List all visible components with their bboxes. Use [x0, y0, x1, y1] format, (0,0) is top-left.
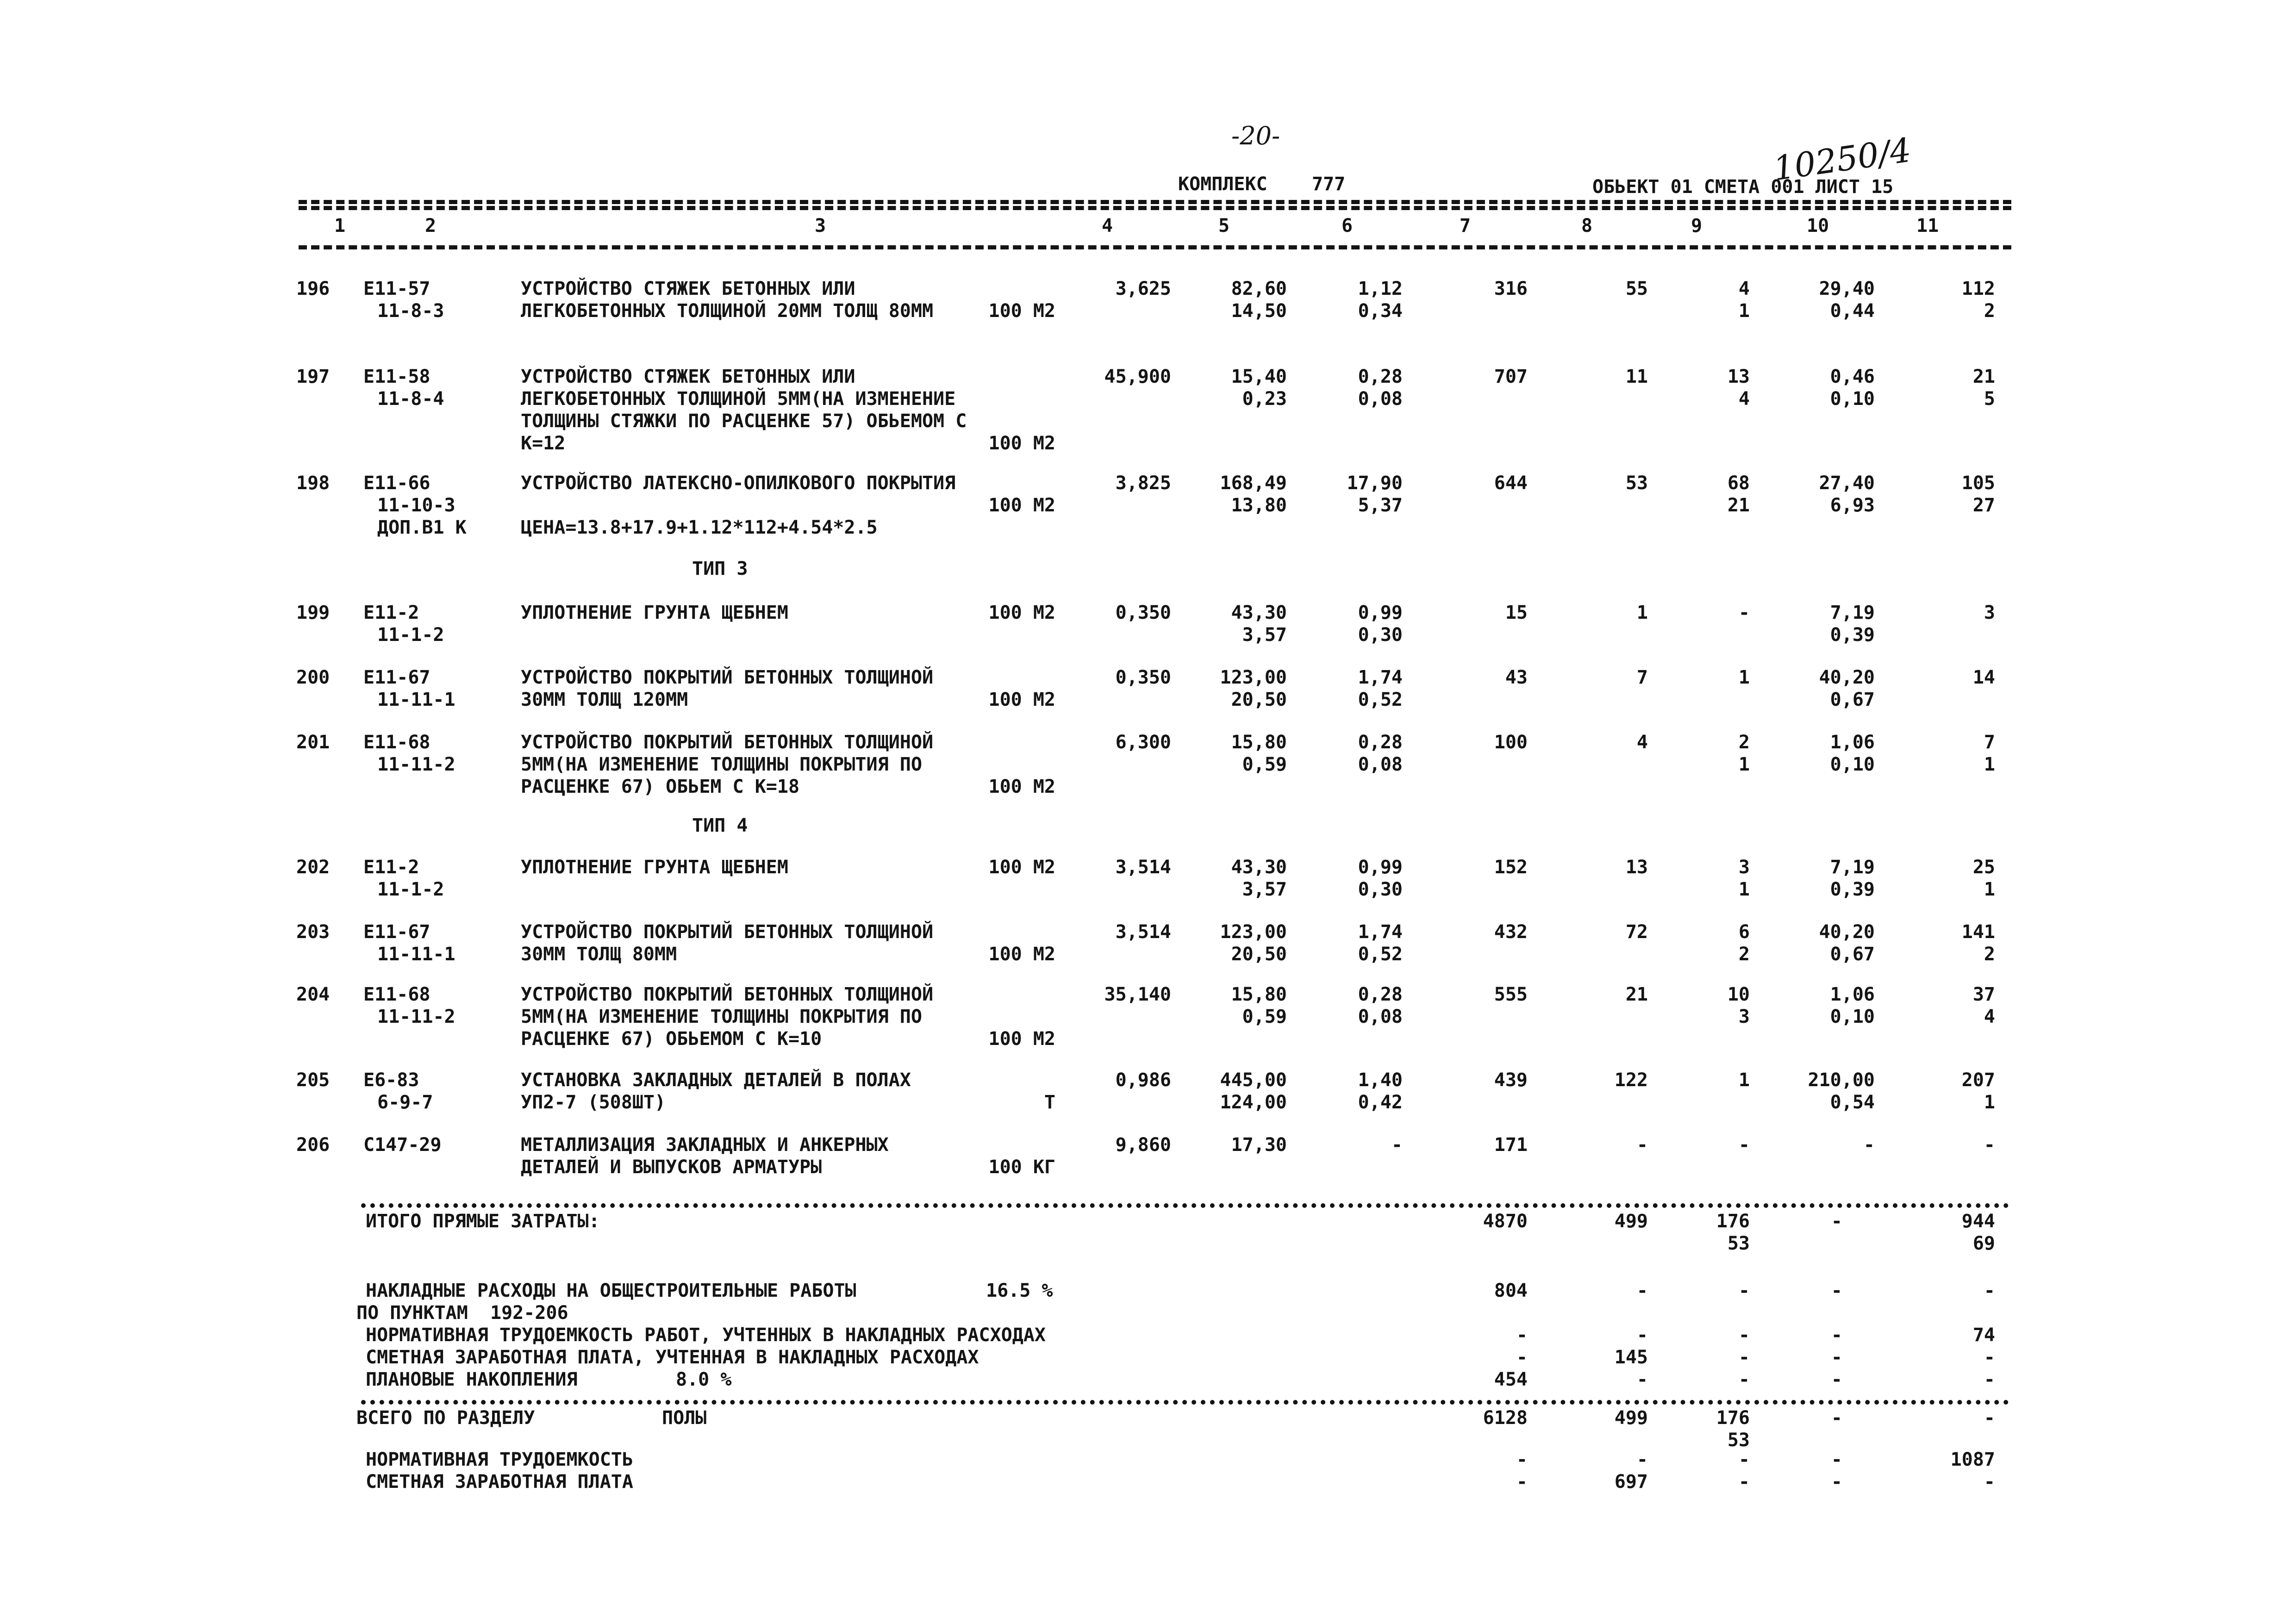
section-total-name: ПОЛЫ: [662, 1407, 707, 1429]
unit-measure: 100 М2: [988, 689, 1055, 710]
labor-total: 105: [1961, 473, 1995, 494]
machine-price: 0,08: [1358, 388, 1403, 410]
unit-price: 123,00: [1220, 921, 1287, 943]
work-description: УСТРОЙСТВО ПОКРЫТИЙ БЕТОННЫХ ТОЛЩИНОЙ: [521, 667, 934, 688]
total-cost: 100: [1494, 732, 1528, 753]
machine-cost: 1: [1738, 1070, 1750, 1091]
price-code: Е11-2: [363, 857, 419, 878]
quantity: 9,860: [1115, 1134, 1171, 1156]
price-code: Е11-68: [363, 732, 430, 753]
total-cost: 439: [1494, 1070, 1528, 1091]
handwritten-reference: 10250/4: [1771, 130, 1914, 188]
labor-unit: 0,10: [1830, 388, 1875, 410]
work-description: РАСЦЕНКЕ 67) ОБЬЕМ С К=18: [521, 776, 800, 797]
summary-rule-mid: [361, 1400, 2009, 1405]
labor-c9: -: [1738, 1325, 1750, 1346]
labor-unit: 0,44: [1830, 300, 1875, 322]
labor-c11: 74: [1972, 1325, 1995, 1346]
work-description: РАСЦЕНКЕ 67) ОБЬЕМОМ С К=10: [521, 1028, 822, 1050]
section-total-label: ВСЕГО ПО РАЗДЕЛУ: [356, 1407, 535, 1429]
machine-price: 1,40: [1358, 1070, 1403, 1091]
labor-unit: 27,40: [1819, 473, 1875, 494]
unit-price: 14,50: [1231, 300, 1287, 322]
labor-unit: 40,20: [1819, 921, 1875, 943]
sub-code: 11-8-3: [377, 300, 444, 322]
direct-c10: -: [1831, 1211, 1842, 1232]
unit-measure: 100 М2: [988, 495, 1055, 516]
machine-cost: 1: [1738, 667, 1750, 688]
machine-cost: -: [1738, 602, 1750, 623]
price-code: Е11-68: [363, 984, 430, 1005]
work-description: УСТРОЙСТВО СТЯЖЕК БЕТОННЫХ ИЛИ: [521, 366, 855, 387]
price-code: Е11-57: [363, 278, 430, 299]
header-rule-top: [299, 200, 2011, 204]
machine-cost: 4: [1738, 278, 1750, 299]
wage-cost: 53: [1625, 473, 1648, 494]
machine-price: 0,28: [1358, 732, 1403, 753]
labor-c8: -: [1636, 1325, 1648, 1346]
sub-code: 11-11-1: [377, 944, 455, 965]
plan-percent: 8.0 %: [676, 1369, 732, 1390]
labor-total: 112: [1961, 278, 1995, 299]
labor-unit: -: [1863, 1134, 1875, 1156]
labor-unit: 0,39: [1830, 624, 1875, 646]
labor-unit: 0,10: [1830, 1006, 1875, 1027]
sub-code: 6-9-7: [377, 1092, 433, 1113]
labor-total: 14: [1972, 667, 1995, 688]
machine-price: 0,30: [1358, 624, 1403, 646]
wage2-c11: -: [1984, 1471, 1995, 1492]
labor-total: 7: [1984, 732, 1995, 753]
quantity: 0,350: [1115, 667, 1171, 688]
sub-code: 11-1-2: [377, 624, 444, 646]
column-number: 11: [1916, 215, 1939, 236]
wage-cost: 1: [1636, 602, 1648, 623]
machine-cost: 1: [1738, 300, 1750, 322]
row-number: 205: [296, 1070, 330, 1091]
wage2-c10: -: [1831, 1471, 1842, 1492]
summary-rule-top: [361, 1203, 2009, 1208]
quantity: 45,900: [1104, 366, 1171, 387]
labor-unit: 0,54: [1830, 1092, 1875, 1113]
header-rule-bottom: [299, 245, 2011, 249]
overhead-c11: -: [1984, 1280, 1995, 1301]
work-description: УСТАНОВКА ЗАКЛАДНЫХ ДЕТАЛЕЙ В ПОЛАХ: [521, 1070, 911, 1091]
type-heading: ТИП 4: [692, 815, 748, 836]
overhead-c8: -: [1636, 1280, 1648, 1301]
direct-c9: 53: [1727, 1233, 1750, 1254]
work-description: К=12: [521, 433, 566, 454]
unit-measure: Т: [1044, 1092, 1055, 1113]
column-number: 1: [334, 215, 346, 236]
price-code: Е11-58: [363, 366, 430, 387]
direct-c9: 176: [1716, 1211, 1750, 1232]
direct-costs-label: ИТОГО ПРЯМЫЕ ЗАТРАТЫ:: [366, 1211, 600, 1232]
unit-price: 3,57: [1242, 624, 1287, 646]
labor-total: 3: [1984, 602, 1995, 623]
direct-c7: 4870: [1483, 1211, 1528, 1232]
machine-price: 0,99: [1358, 602, 1403, 623]
machine-price: 0,42: [1358, 1092, 1403, 1113]
quantity: 6,300: [1115, 732, 1171, 753]
unit-price: 13,80: [1231, 495, 1287, 516]
unit-measure: 100 М2: [988, 1028, 1055, 1050]
quantity: 3,514: [1115, 921, 1171, 943]
machine-cost: 1: [1738, 879, 1750, 900]
total-cost: 432: [1494, 921, 1528, 943]
work-description: 30ММ ТОЛЩ 80ММ: [521, 944, 677, 965]
plan-c10: -: [1831, 1369, 1842, 1390]
row-number: 200: [296, 667, 330, 688]
quantity: 0,986: [1115, 1070, 1171, 1091]
row-number: 198: [296, 473, 330, 494]
wage-c11: -: [1984, 1347, 1995, 1368]
overhead-label: НАКЛАДНЫЕ РАСХОДЫ НА ОБЩЕСТРОИТЕЛЬНЫЕ РАБОТЫ: [366, 1280, 856, 1301]
unit-price: 15,80: [1231, 732, 1287, 753]
machine-price: 1,74: [1358, 921, 1403, 943]
price-code: С147-29: [363, 1134, 442, 1156]
unit-price: 123,00: [1220, 667, 1287, 688]
labor-unit: 0,67: [1830, 689, 1875, 710]
work-description: УП2-7 (508ШТ): [521, 1092, 666, 1113]
norm-labor-label: НОРМАТИВНАЯ ТРУДОЕМКОСТЬ: [366, 1449, 633, 1470]
machine-price: 1,12: [1358, 278, 1403, 299]
wage-cost: 4: [1636, 732, 1648, 753]
total-cost: 43: [1505, 667, 1528, 688]
machine-cost: -: [1738, 1134, 1750, 1156]
machine-cost: 3: [1738, 1006, 1750, 1027]
machine-cost: 1: [1738, 754, 1750, 775]
column-number: 9: [1691, 215, 1703, 236]
norm-c9: -: [1738, 1449, 1750, 1470]
column-number: 8: [1581, 215, 1593, 236]
header-rule-mid: [299, 206, 2011, 210]
norm-c8: -: [1636, 1449, 1648, 1470]
wage2-c7: -: [1516, 1471, 1528, 1492]
wage-cost: 13: [1625, 857, 1648, 878]
unit-price: 124,00: [1220, 1092, 1287, 1113]
wage-label: СМЕТНАЯ ЗАРАБОТНАЯ ПЛАТА, УЧТЕННАЯ В НАКЛАДНЫХ РАСХОДАХ: [366, 1347, 979, 1368]
wage-cost: 72: [1625, 921, 1648, 943]
labor-c10: -: [1831, 1325, 1842, 1346]
work-description: ТОЛЩИНЫ СТЯЖКИ ПО РАСЦЕНКЕ 57) ОБЬЕМОМ С: [521, 410, 967, 432]
unit-price: 0,23: [1242, 388, 1287, 410]
labor-total: 1: [1984, 1092, 1995, 1113]
complex-label: КОМПЛЕКС 777: [1178, 174, 1346, 195]
labor-total: 5: [1984, 388, 1995, 410]
unit-price: 20,50: [1231, 689, 1287, 710]
total-c9: 53: [1727, 1430, 1750, 1451]
machine-price: 0,52: [1358, 944, 1403, 965]
labor-total: 2: [1984, 944, 1995, 965]
labor-label: НОРМАТИВНАЯ ТРУДОЕМКОСТЬ РАБОТ, УЧТЕННЫХ В НАКЛАДНЫХ РАСХОДАХ: [366, 1325, 1046, 1346]
direct-c11: 69: [1972, 1233, 1995, 1254]
wage-c9: -: [1738, 1347, 1750, 1368]
plan-c7: 454: [1494, 1369, 1528, 1390]
plan-label: ПЛАНОВЫЕ НАКОПЛЕНИЯ: [366, 1369, 578, 1390]
work-description: УСТРОЙСТВО ПОКРЫТИЙ БЕТОННЫХ ТОЛЩИНОЙ: [521, 921, 934, 943]
overhead-c7: 804: [1494, 1280, 1528, 1301]
labor-unit: 0,67: [1830, 944, 1875, 965]
total-cost: 152: [1494, 857, 1528, 878]
unit-price: 17,30: [1231, 1134, 1287, 1156]
machine-price: 0,28: [1358, 366, 1403, 387]
price-code: Е11-67: [363, 667, 430, 688]
machine-price: 17,90: [1347, 473, 1403, 494]
price-code: Е11-2: [363, 602, 419, 623]
labor-unit: 210,00: [1808, 1070, 1875, 1091]
labor-total: 207: [1961, 1070, 1995, 1091]
work-description: УСТРОЙСТВО ПОКРЫТИЙ БЕТОННЫХ ТОЛЩИНОЙ: [521, 984, 934, 1005]
labor-unit: 1,06: [1830, 732, 1875, 753]
work-description: ЛЕГКОБЕТОННЫХ ТОЛЩИНОЙ 20ММ ТОЛЩ 80ММ: [521, 300, 934, 322]
quantity: 35,140: [1104, 984, 1171, 1005]
machine-cost: 4: [1738, 388, 1750, 410]
unit-price: 0,59: [1242, 1006, 1287, 1027]
row-number: 206: [296, 1134, 330, 1156]
work-description: 5ММ(НА ИЗМЕНЕНИЕ ТОЛЩИНЫ ПОКРЫТИЯ ПО: [521, 1006, 922, 1027]
machine-price: 0,34: [1358, 300, 1403, 322]
machine-cost: 68: [1727, 473, 1750, 494]
norm-c7: -: [1516, 1449, 1528, 1470]
sub-code: 11-11-2: [377, 1006, 455, 1027]
machine-price: 0,99: [1358, 857, 1403, 878]
machine-price: 0,08: [1358, 1006, 1403, 1027]
work-description: УПЛОТНЕНИЕ ГРУНТА ЩЕБНЕМ: [521, 857, 788, 878]
row-number: 199: [296, 602, 330, 623]
norm-c11: 1087: [1950, 1449, 1995, 1470]
wage2-c9: -: [1738, 1471, 1750, 1492]
price-code: Е11-66: [363, 473, 430, 494]
row-number: 201: [296, 732, 330, 753]
total-c10: -: [1831, 1407, 1842, 1429]
machine-price: 0,52: [1358, 689, 1403, 710]
direct-c11: 944: [1961, 1211, 1995, 1232]
direct-c8: 499: [1614, 1211, 1648, 1232]
labor-total: 25: [1972, 857, 1995, 878]
type-heading: ТИП 3: [692, 558, 748, 579]
sub-code: 11-11-1: [377, 689, 455, 710]
unit-price: 168,49: [1220, 473, 1287, 494]
work-description: ЦЕНА=13.8+17.9+1.12*112+4.54*2.5: [521, 517, 878, 538]
labor-unit: 7,19: [1830, 857, 1875, 878]
machine-price: -: [1391, 1134, 1403, 1156]
plan-c8: -: [1636, 1369, 1648, 1390]
work-description: ДЕТАЛЕЙ И ВЫПУСКОВ АРМАТУРЫ: [521, 1157, 822, 1178]
work-description: МЕТАЛЛИЗАЦИЯ ЗАКЛАДНЫХ И АНКЕРНЫХ: [521, 1134, 889, 1156]
overhead-percent: 16.5 %: [986, 1280, 1053, 1301]
sub-code: ДОП.В1 К: [377, 517, 467, 538]
machine-cost: 3: [1738, 857, 1750, 878]
machine-cost: 10: [1727, 984, 1750, 1005]
unit-price: 445,00: [1220, 1070, 1287, 1091]
total-cost: 316: [1494, 278, 1528, 299]
unit-measure: 100 КГ: [988, 1157, 1055, 1178]
column-number: 4: [1102, 215, 1113, 236]
column-number: 7: [1460, 215, 1471, 236]
labor-unit: 0,10: [1830, 754, 1875, 775]
sub-code: 11-1-2: [377, 879, 444, 900]
work-description: УСТРОЙСТВО ЛАТЕКСНО-ОПИЛКОВОГО ПОКРЫТИЯ: [521, 473, 956, 494]
overhead-c10: -: [1831, 1280, 1842, 1301]
machine-price: 5,37: [1358, 495, 1403, 516]
price-code: Е6-83: [363, 1070, 419, 1091]
labor-total: 1: [1984, 879, 1995, 900]
total-c7: 6128: [1483, 1407, 1528, 1429]
machine-price: 0,08: [1358, 754, 1403, 775]
machine-price: 0,28: [1358, 984, 1403, 1005]
quantity: 3,625: [1115, 278, 1171, 299]
row-number: 204: [296, 984, 330, 1005]
norm-c10: -: [1831, 1449, 1842, 1470]
machine-cost: 13: [1727, 366, 1750, 387]
unit-price: 0,59: [1242, 754, 1287, 775]
row-number: 203: [296, 921, 330, 943]
unit-measure: 100 М2: [988, 944, 1055, 965]
unit-measure: 100 М2: [988, 857, 1055, 878]
sub-code: 11-11-2: [377, 754, 455, 775]
unit-price: 43,30: [1231, 857, 1287, 878]
labor-unit: 1,06: [1830, 984, 1875, 1005]
total-cost: 15: [1505, 602, 1528, 623]
work-description: 30ММ ТОЛЩ 120ММ: [521, 689, 688, 710]
unit-price: 43,30: [1231, 602, 1287, 623]
labor-unit: 7,19: [1830, 602, 1875, 623]
labor-total: 21: [1972, 366, 1995, 387]
labor-unit: 29,40: [1819, 278, 1875, 299]
sub-code: 11-8-4: [377, 388, 444, 410]
sub-code: 11-10-3: [377, 495, 455, 516]
machine-price: 0,30: [1358, 879, 1403, 900]
quantity: 0,350: [1115, 602, 1171, 623]
plan-c11: -: [1984, 1369, 1995, 1390]
unit-measure: 100 М2: [988, 776, 1055, 797]
labor-total: 141: [1961, 921, 1995, 943]
labor-unit: 0,46: [1830, 366, 1875, 387]
quantity: 3,825: [1115, 473, 1171, 494]
quantity: 3,514: [1115, 857, 1171, 878]
wage-cost: -: [1636, 1134, 1648, 1156]
unit-price: 15,40: [1231, 366, 1287, 387]
machine-cost: 6: [1738, 921, 1750, 943]
work-description: УСТРОЙСТВО ПОКРЫТИЙ БЕТОННЫХ ТОЛЩИНОЙ: [521, 732, 934, 753]
work-description: 5ММ(НА ИЗМЕНЕНИЕ ТОЛЩИНЫ ПОКРЫТИЯ ПО: [521, 754, 922, 775]
total-cost: 644: [1494, 473, 1528, 494]
column-number: 2: [425, 215, 437, 236]
machine-cost: 2: [1738, 944, 1750, 965]
plan-c9: -: [1738, 1369, 1750, 1390]
work-description: ЛЕГКОБЕТОННЫХ ТОЛЩИНОЙ 5ММ(НА ИЗМЕНЕНИЕ: [521, 388, 956, 410]
wage-cost: 11: [1625, 366, 1648, 387]
labor-total: 2: [1984, 300, 1995, 322]
wage-cost: 21: [1625, 984, 1648, 1005]
column-number: 5: [1218, 215, 1230, 236]
machine-price: 1,74: [1358, 667, 1403, 688]
row-number: 197: [296, 366, 330, 387]
column-number: 3: [815, 215, 826, 236]
unit-measure: 100 М2: [988, 602, 1055, 623]
work-description: УСТРОЙСТВО СТЯЖЕК БЕТОННЫХ ИЛИ: [521, 278, 855, 299]
machine-cost: 2: [1738, 732, 1750, 753]
wage-cost: 122: [1614, 1070, 1648, 1091]
overhead-points: ПО ПУНКТАМ 192-206: [356, 1302, 568, 1324]
wage-c7: -: [1516, 1347, 1528, 1368]
estimate-wage-label: СМЕТНАЯ ЗАРАБОТНАЯ ПЛАТА: [366, 1471, 633, 1492]
total-cost: 555: [1494, 984, 1528, 1005]
machine-cost: 21: [1727, 495, 1750, 516]
overhead-c9: -: [1738, 1280, 1750, 1301]
work-description: УПЛОТНЕНИЕ ГРУНТА ЩЕБНЕМ: [521, 602, 788, 623]
labor-unit: 0,39: [1830, 879, 1875, 900]
price-code: Е11-67: [363, 921, 430, 943]
total-cost: 171: [1494, 1134, 1528, 1156]
total-c9: 176: [1716, 1407, 1750, 1429]
column-number: 10: [1807, 215, 1829, 236]
labor-unit: 6,93: [1830, 495, 1875, 516]
wage-c8: 145: [1614, 1347, 1648, 1368]
unit-price: 82,60: [1231, 278, 1287, 299]
column-number: 6: [1341, 215, 1353, 236]
total-c8: 499: [1614, 1407, 1648, 1429]
unit-price: 20,50: [1231, 944, 1287, 965]
object-sheet-label: ОБЬЕКТ 01 СМЕТА 001 ЛИСТ 15: [1592, 176, 1894, 198]
unit-measure: 100 М2: [988, 433, 1055, 454]
unit-measure: 100 М2: [988, 300, 1055, 322]
labor-unit: 40,20: [1819, 667, 1875, 688]
unit-price: 15,80: [1231, 984, 1287, 1005]
wage-c10: -: [1831, 1347, 1842, 1368]
unit-price: 3,57: [1242, 879, 1287, 900]
row-number: 196: [296, 278, 330, 299]
total-cost: 707: [1494, 366, 1528, 387]
labor-total: 37: [1972, 984, 1995, 1005]
labor-total: 27: [1972, 495, 1995, 516]
labor-total: -: [1984, 1134, 1995, 1156]
row-number: 202: [296, 857, 330, 878]
wage-cost: 55: [1625, 278, 1648, 299]
wage-cost: 7: [1636, 667, 1648, 688]
labor-c7: -: [1516, 1325, 1528, 1346]
wage2-c8: 697: [1614, 1471, 1648, 1492]
labor-total: 1: [1984, 754, 1995, 775]
labor-total: 4: [1984, 1006, 1995, 1027]
total-c11: -: [1984, 1407, 1995, 1429]
page-number: -20-: [1231, 121, 1280, 150]
